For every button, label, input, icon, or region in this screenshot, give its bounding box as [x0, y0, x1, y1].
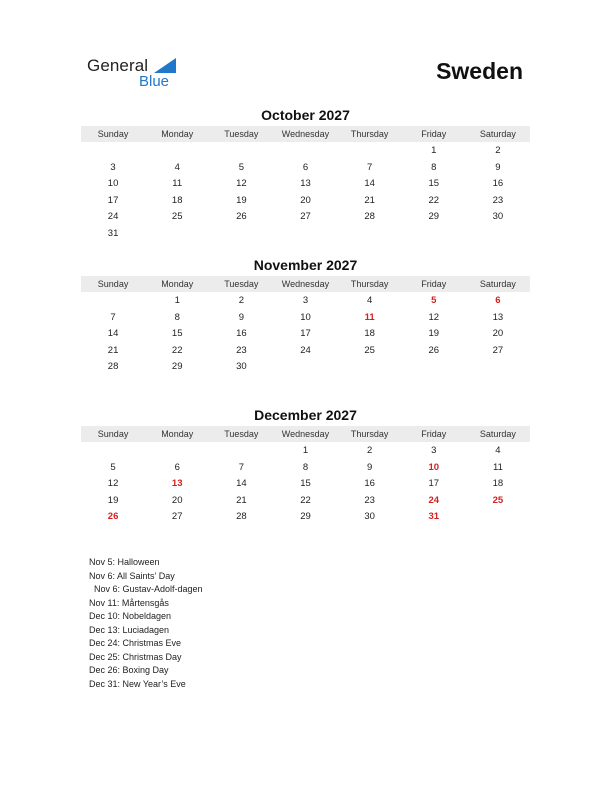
weekday-label: Thursday: [350, 129, 389, 139]
day-cell: 11: [172, 178, 183, 189]
weekday-label: Tuesday: [224, 429, 259, 439]
empty-day-cell: [81, 443, 145, 460]
day-cell: 5: [110, 461, 116, 473]
empty-day-cell: [273, 359, 337, 376]
empty-day-cell: [209, 143, 273, 160]
day-cell: 17: [300, 328, 311, 339]
generalblue-logo: [87, 56, 187, 92]
holiday-entry: Dec 13: Luciadagen: [89, 624, 170, 635]
empty-day-cell: [338, 359, 402, 376]
empty-day-cell: [466, 359, 530, 376]
day-cell: 19: [107, 494, 119, 506]
day-cell: 6: [174, 461, 180, 473]
holiday-entry: Dec 24: Christmas Eve: [89, 638, 182, 648]
holiday-entry: Dec 25: Christmas Day: [89, 651, 182, 662]
empty-day-cell: [338, 226, 402, 243]
weekday-label: Sunday: [97, 129, 129, 139]
empty-day-cell: [81, 293, 145, 310]
day-cell: 28: [107, 361, 119, 372]
day-cell: 8: [431, 161, 437, 173]
day-cell: 27: [300, 211, 311, 222]
day-cell: 3: [302, 295, 309, 306]
day-cell: 24: [300, 344, 311, 356]
empty-day-cell: [466, 509, 530, 526]
empty-day-cell: [145, 226, 209, 243]
weekday-label: Tuesday: [224, 279, 259, 289]
day-cell: 26: [236, 211, 247, 222]
day-cell: 16: [236, 328, 247, 339]
month-title: December 2027: [254, 407, 357, 423]
day-cell: 25: [492, 494, 504, 506]
day-cell: 17: [428, 478, 440, 489]
day-cell: 9: [495, 161, 501, 173]
month-block-december: [81, 406, 530, 526]
month-title: October 2027: [261, 107, 350, 123]
day-cell: 20: [171, 494, 183, 506]
day-cell: 13: [300, 178, 311, 189]
day-cell: 29: [428, 211, 440, 222]
day-cell: 20: [492, 328, 504, 339]
day-cell: 18: [171, 194, 183, 206]
day-cell: 4: [174, 161, 180, 173]
day-cell: 24: [107, 211, 119, 222]
day-cell: 24: [428, 494, 440, 506]
holiday-entry: Nov 5: Halloween: [89, 557, 160, 567]
empty-day-cell: [273, 143, 337, 160]
day-cell: 11: [364, 311, 375, 323]
day-cell: 29: [300, 511, 311, 522]
month-block-november: [81, 256, 530, 376]
weekday-label: Wednesday: [281, 129, 330, 139]
day-cell: 2: [238, 295, 244, 306]
day-cell: 12: [428, 311, 440, 323]
day-cell: 30: [364, 511, 375, 522]
day-cell: 15: [428, 178, 440, 189]
weekday-label: Sunday: [97, 429, 129, 439]
weekday-label: Friday: [421, 129, 447, 139]
weekday-label: Tuesday: [224, 129, 259, 139]
weekday-label: Saturday: [479, 129, 516, 139]
logo-word-blue: Blue: [139, 73, 170, 90]
day-cell: 10: [428, 461, 440, 473]
day-cell: 25: [364, 344, 375, 356]
day-cell: 15: [171, 328, 183, 339]
weekday-label: Sunday: [97, 279, 129, 289]
day-grid: [81, 293, 530, 376]
day-cell: 30: [236, 361, 247, 372]
day-cell: 26: [107, 511, 119, 522]
day-cell: 28: [236, 511, 247, 522]
day-cell: 23: [492, 194, 504, 206]
day-cell: 19: [236, 194, 247, 206]
day-cell: 22: [171, 344, 183, 356]
day-cell: 22: [300, 494, 311, 506]
day-cell: 23: [364, 494, 375, 506]
day-cell: 27: [171, 511, 183, 522]
holiday-entry: Nov 6: All Saints’ Day: [89, 570, 175, 581]
weekday-label: Wednesday: [281, 429, 330, 439]
weekday-header: [81, 126, 530, 142]
empty-day-cell: [273, 226, 337, 243]
holiday-entry: Nov 11: Mårtensgås: [89, 597, 169, 608]
empty-day-cell: [402, 226, 466, 243]
weekday-label: Thursday: [350, 429, 389, 439]
empty-day-cell: [209, 226, 273, 243]
country-title: Sweden: [436, 58, 523, 84]
day-cell: 19: [428, 328, 440, 339]
day-cell: 14: [107, 328, 119, 339]
holiday-entry: Dec 31: New Year’s Eve: [89, 678, 186, 689]
day-grid: [81, 443, 530, 526]
empty-day-cell: [209, 443, 273, 460]
day-cell: 6: [495, 295, 501, 306]
day-cell: 17: [107, 194, 119, 206]
day-cell: 22: [428, 194, 440, 206]
day-cell: 21: [107, 344, 119, 356]
day-cell: 7: [110, 311, 116, 323]
day-cell: 8: [174, 311, 180, 323]
empty-day-cell: [81, 143, 145, 160]
day-cell: 1: [302, 445, 309, 456]
day-grid: [81, 143, 530, 242]
day-cell: 10: [107, 178, 119, 189]
empty-day-cell: [145, 143, 209, 160]
weekday-header: [81, 426, 530, 442]
weekday-label: Monday: [161, 129, 194, 139]
day-cell: 1: [174, 295, 180, 306]
day-cell: 5: [238, 161, 244, 173]
day-cell: 23: [236, 344, 247, 356]
month-block-october: [81, 106, 530, 242]
day-cell: 12: [107, 478, 119, 489]
day-cell: 29: [171, 361, 183, 372]
day-cell: 1: [431, 145, 437, 156]
day-cell: 30: [492, 211, 504, 222]
day-cell: 7: [366, 161, 373, 173]
weekday-label: Monday: [161, 279, 194, 289]
day-cell: 21: [364, 194, 375, 206]
holiday-list: [89, 556, 203, 691]
weekday-label: Thursday: [350, 279, 389, 289]
weekday-label: Friday: [421, 429, 447, 439]
day-cell: 2: [495, 145, 501, 156]
day-cell: 31: [107, 227, 119, 239]
logo-word-general: General: [87, 56, 149, 75]
day-cell: 11: [492, 461, 503, 473]
day-cell: 3: [431, 445, 437, 456]
day-cell: 27: [492, 344, 504, 356]
day-cell: 18: [492, 478, 504, 489]
day-cell: 16: [364, 478, 375, 489]
logo-triangle-icon: [154, 58, 176, 73]
day-cell: 7: [238, 461, 244, 473]
weekday-label: Wednesday: [281, 279, 330, 289]
empty-day-cell: [338, 143, 402, 160]
day-cell: 4: [495, 445, 501, 456]
day-cell: 13: [171, 478, 183, 489]
month-title: November 2027: [253, 257, 358, 273]
day-cell: 12: [236, 178, 247, 189]
day-cell: 3: [110, 161, 116, 173]
day-cell: 26: [428, 344, 440, 356]
holiday-entry: Nov 6: Gustav-Adolf-dagen: [94, 584, 203, 594]
day-cell: 14: [236, 478, 247, 489]
weekday-header: [81, 276, 530, 292]
holiday-entry: Dec 26: Boxing Day: [89, 665, 169, 675]
empty-day-cell: [145, 443, 209, 460]
day-cell: 9: [238, 311, 244, 323]
day-cell: 9: [366, 461, 373, 473]
day-cell: 25: [171, 211, 183, 222]
day-cell: 13: [492, 311, 504, 323]
day-cell: 20: [300, 194, 311, 206]
holiday-entry: Dec 10: Nobeldagen: [89, 611, 172, 621]
empty-day-cell: [402, 359, 466, 376]
day-cell: 16: [492, 178, 504, 189]
day-cell: 21: [236, 494, 247, 506]
empty-day-cell: [466, 226, 530, 243]
day-cell: 5: [431, 295, 437, 306]
day-cell: 14: [364, 178, 375, 189]
weekday-label: Saturday: [479, 429, 516, 439]
day-cell: 10: [300, 311, 311, 323]
day-cell: 4: [366, 295, 373, 306]
day-cell: 31: [428, 511, 440, 522]
day-cell: 18: [364, 328, 375, 339]
day-cell: 15: [300, 478, 311, 489]
day-cell: 6: [302, 161, 309, 173]
day-cell: 28: [364, 211, 375, 222]
day-cell: 2: [366, 445, 373, 456]
weekday-label: Friday: [421, 279, 447, 289]
weekday-label: Monday: [161, 429, 194, 439]
day-cell: 8: [302, 461, 309, 473]
weekday-label: Saturday: [479, 279, 516, 289]
